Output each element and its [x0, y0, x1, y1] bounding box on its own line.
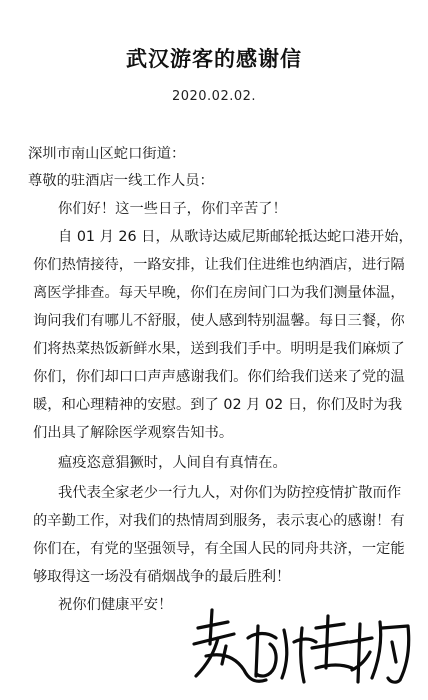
- body-line: 祝你们健康平安！: [58, 597, 173, 613]
- body-line: 你们好！这一些日子，你们辛苦了！: [58, 201, 287, 217]
- body-line: 离医学排查。每天早晚，你们在房间门口为我们测量体温，: [33, 285, 405, 301]
- body-line: 们将热菜热饭新鲜水果，送到我们手中。明明是我们麻烦了: [33, 341, 405, 357]
- body-line: 自 01 月 26 日，从歌诗达威尼斯邮轮抵达蛇口港开始，: [58, 229, 413, 245]
- body-line: 的辛勤工作，对我们的热情周到服务，表示衷心的感谢！有: [33, 513, 405, 529]
- body-line: 询问我们有哪儿不舒服，使人感到特别温馨。每日三餐，你: [33, 313, 405, 329]
- handwritten-signature: [184, 598, 416, 698]
- body-line: 你们热情接待，一路安排，让我们住进维也纳酒店，进行隔: [33, 257, 405, 273]
- body-line: 我代表全家老少一行九人，对你们为防控疫情扩散而作: [58, 485, 402, 501]
- recipient-line-2: 尊敬的驻酒店一线工作人员：: [28, 173, 214, 189]
- body-line: 够取得这一场没有硝烟战争的最后胜利！: [33, 569, 291, 585]
- body-line: 你们，你们却口口声声感谢我们。你们给我们送来了党的温: [33, 369, 405, 385]
- body-line: 你们在，有党的坚强领导，有全国人民的同舟共济，一定能: [33, 541, 405, 557]
- body-line: 瘟疫恣意猖獗时，人间自有真情在。: [58, 455, 287, 471]
- body-line: 暖，和心理精神的安慰。到了 02 月 02 日，你们及时为我: [33, 397, 403, 413]
- body-line: 们出具了解除医学观察告知书。: [33, 425, 234, 441]
- letter-title: 武汉游客的感谢信: [126, 47, 302, 71]
- letter-date: 2020.02.02.: [171, 89, 257, 104]
- recipient-line-1: 深圳市南山区蛇口街道：: [28, 146, 186, 162]
